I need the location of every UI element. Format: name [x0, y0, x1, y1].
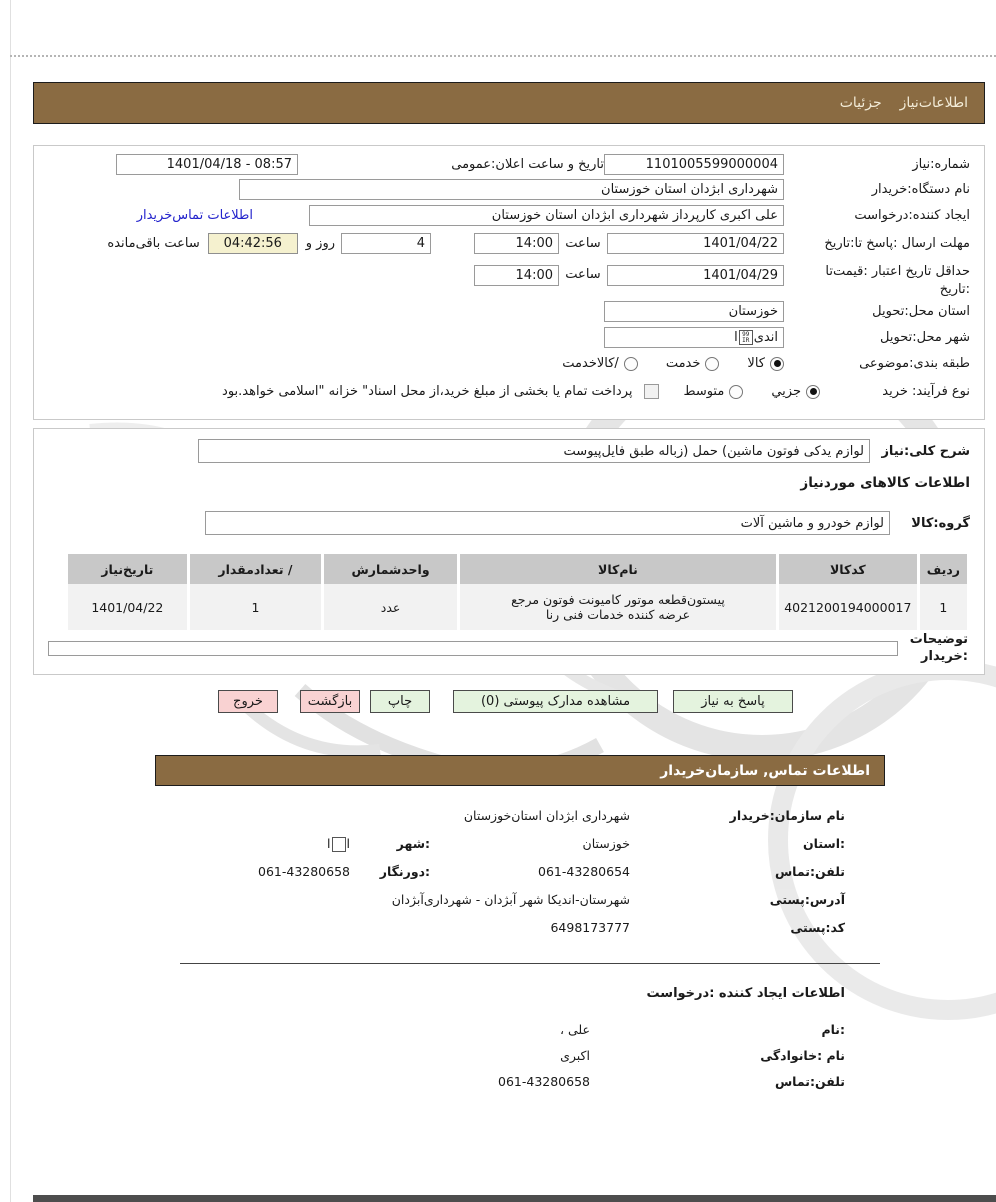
col-goods-code: کدکالا: [779, 554, 917, 584]
address-row: [0, 892, 996, 907]
postal-code-row: [0, 920, 996, 935]
request-creator-value: علی اکبری کارپرداز شهرداری ابژدان استان خوزستان: [491, 208, 778, 223]
delivery-province-input[interactable]: [604, 301, 784, 322]
creator-phone-row: [0, 1074, 996, 1089]
goods-name-line2: عرضه کننده خدمات فنی رنا: [545, 607, 691, 622]
buyer-notes-label-line2: :خریدار: [921, 649, 968, 664]
validity-time-input[interactable]: [474, 265, 559, 286]
need-description-input[interactable]: [198, 439, 870, 463]
creator-section-heading-row: [0, 986, 996, 1001]
need-number-input[interactable]: [604, 154, 784, 175]
tab-bar: [33, 82, 985, 124]
contact-province-label: :استان: [802, 836, 845, 851]
reply-deadline-time-input[interactable]: [474, 233, 559, 254]
radio-goods[interactable]: [770, 357, 784, 371]
reply-deadline-date-value: 1401/04/22: [703, 236, 778, 251]
goods-table: [65, 554, 970, 630]
subject-category-label: طبقه بندی:موضوعی: [859, 356, 970, 371]
missing-glyph-box: [739, 330, 753, 345]
creator-name-row: [0, 1022, 996, 1037]
need-description-row: [34, 439, 984, 463]
contact-city-value: [210, 836, 350, 852]
org-name-row: [0, 808, 996, 823]
countdown-value: 04:42:56: [223, 236, 282, 251]
delivery-city-label: شهر محل:تحویل: [880, 330, 970, 345]
creator-name-value: علی ،: [559, 1022, 590, 1037]
subject-category-row: [34, 356, 984, 371]
radio-service[interactable]: [705, 357, 719, 371]
radio-goods-label: کالا: [747, 356, 765, 371]
deadline-hour-label: ساعت: [565, 236, 601, 251]
hours-remaining-label: ساعت باقی‌مانده: [107, 236, 200, 251]
cell-need-date: [68, 584, 187, 630]
treasury-payment-checkbox[interactable]: [644, 384, 659, 399]
request-creator-row: [34, 205, 984, 226]
buyer-notes-input[interactable]: [48, 641, 898, 656]
print-button[interactable]: چاپ: [370, 690, 430, 713]
org-name-value: شهرداری ابژدان استان‌خوزستان: [463, 808, 630, 823]
creator-section-heading: اطلاعات ایجاد کننده :درخواست: [646, 986, 845, 1001]
address-label: آدرس:پستی: [769, 892, 845, 907]
goods-group-row: [34, 511, 984, 535]
goods-table-header-row: [68, 554, 967, 584]
announce-datetime-label: تاریخ و ساعت اعلان:عمومی: [451, 157, 604, 172]
col-need-date: تاریخ‌نیاز: [68, 554, 187, 584]
validity-date-input[interactable]: [607, 265, 784, 286]
need-number-row: [34, 154, 984, 175]
contact-fax-value: [210, 864, 350, 879]
buyer-contact-link[interactable]: اطلاعات تماس‌خریدار: [136, 208, 253, 223]
delivery-province-label: استان محل:تحویل: [872, 304, 970, 319]
buyer-org-input[interactable]: [239, 179, 784, 200]
delivery-city-value-pre: اندی: [753, 330, 778, 345]
need-number-value: 1101005599000004: [645, 157, 778, 172]
process-type-label: نوع فرآیند: خرید: [882, 384, 970, 399]
missing-glyph-box-2: [332, 837, 346, 852]
view-attachments-button[interactable]: مشاهده مدارک پیوستی (0): [453, 690, 658, 713]
goods-code-value: 4021200194000017: [784, 599, 912, 615]
postal-code-label: کد:پستی: [790, 920, 845, 935]
need-description-label: شرح کلی:نیاز: [881, 443, 970, 459]
goods-info-heading-row: [34, 475, 984, 491]
announce-datetime-input[interactable]: [116, 154, 298, 175]
buyer-notes-label-line1: توضیحات: [909, 632, 968, 647]
need-number-label: شماره:نیاز: [912, 157, 970, 172]
radio-goods-service-label: /کالاخدمت: [562, 356, 619, 371]
radio-minor[interactable]: [806, 385, 820, 399]
section-divider: [180, 963, 880, 964]
cell-unit: عدد: [324, 584, 457, 630]
price-validity-row: [34, 263, 984, 299]
table-row[interactable]: [68, 584, 967, 630]
days-and-label: روز و: [305, 236, 335, 251]
creator-family-row: [0, 1048, 996, 1063]
tab-details[interactable]: جزئیات: [839, 95, 882, 111]
cell-goods-name: [460, 584, 776, 630]
contact-city-label: :شهر: [396, 836, 430, 851]
need-date-value: 1401/04/22: [91, 599, 164, 615]
missing-glyph-bottom: IR: [742, 336, 750, 344]
reply-deadline-row: [34, 233, 984, 254]
process-type-row: [34, 384, 984, 399]
dotted-divider: [10, 55, 996, 57]
reply-deadline-label: مهلت ارسال :پاسخ تا:تاریخ: [824, 236, 970, 251]
delivery-province-row: [34, 301, 984, 322]
radio-goods-service[interactable]: [624, 357, 638, 371]
back-button[interactable]: بازگشت: [300, 690, 360, 713]
reply-deadline-date-input[interactable]: [607, 233, 784, 254]
contact-city-pre: ا: [346, 836, 350, 851]
goods-group-value: لوازم خودرو و ماشین آلات: [740, 515, 884, 531]
tab-need-info[interactable]: اطلاعات‌نیاز: [899, 95, 968, 111]
delivery-city-value-post: ا: [734, 330, 738, 345]
org-name-label: نام سازمان:خریدار: [729, 808, 845, 823]
need-items-panel: [33, 428, 985, 675]
cell-goods-code: [779, 584, 917, 630]
creator-phone-value: [390, 1074, 590, 1089]
price-validity-label-line1: حداقل تاریخ اعتبار :قیمت‌تا: [825, 264, 970, 279]
fax-number: 061-43280658: [258, 864, 350, 879]
radio-medium-label: متوسط: [683, 384, 725, 399]
creator-family-label: نام :خانوادگی: [760, 1048, 845, 1063]
radio-medium[interactable]: [729, 385, 743, 399]
creator-family-value: اکبری: [560, 1048, 590, 1063]
cell-quantity: 1: [190, 584, 321, 630]
treasury-payment-label: پرداخت تمام یا بخشی از مبلغ خرید،از محل اسناد" خزانه "اسلامی خواهد.بود: [222, 384, 633, 399]
need-description-value: لوازم یدکی فوتون ماشین) حمل (زباله طبق فایل‌پیوست: [563, 443, 864, 459]
postal-code-value: [430, 920, 630, 935]
buyer-contact-header-text: اطلاعات تماس, سازمان‌خریدار: [660, 762, 870, 779]
validity-time-value: 14:00: [515, 268, 553, 283]
radio-service-label: خدمت: [665, 356, 701, 371]
request-creator-input[interactable]: [309, 205, 784, 226]
col-quantity: / تعدادمقدار: [190, 554, 321, 584]
countdown-timer: [208, 233, 298, 254]
reply-deadline-time-value: 14:00: [515, 236, 553, 251]
reply-to-need-button[interactable]: پاسخ به نیاز: [673, 690, 793, 713]
cell-row-number: 1: [920, 584, 967, 630]
contact-phone-label: تلفن:تماس: [774, 864, 845, 879]
buyer-org-row: [34, 179, 984, 200]
request-creator-label: ایجاد کننده:درخواست: [854, 208, 970, 223]
price-validity-label-line2: :تاریخ: [939, 282, 970, 297]
exit-button[interactable]: خروج: [218, 690, 278, 713]
buyer-notes-row: [34, 631, 984, 665]
action-buttons-row: [218, 690, 793, 713]
postal-code-number: 6498173777: [550, 920, 630, 935]
creator-phone-number: 061-43280658: [498, 1074, 590, 1089]
price-validity-label: [784, 263, 970, 299]
remaining-days-input[interactable]: [341, 233, 431, 254]
delivery-province-value: خوزستان: [728, 304, 778, 319]
delivery-city-row: [34, 327, 984, 348]
missing-glyph-top: 99: [742, 330, 750, 338]
need-summary-panel: [33, 145, 985, 420]
creator-name-label: :نام: [821, 1022, 845, 1037]
province-city-row: [0, 836, 996, 852]
validity-date-value: 1401/04/29: [703, 268, 778, 283]
remaining-days-value: 4: [416, 236, 425, 251]
goods-info-heading: اطلاعات کالاهای موردنیاز: [800, 475, 970, 491]
radio-minor-label: جزيي: [771, 384, 801, 399]
contact-city-post: ا: [327, 836, 331, 851]
delivery-city-input[interactable]: [604, 327, 784, 348]
buyer-org-value: شهرداری ابژدان استان خوزستان: [601, 182, 778, 197]
buyer-notes-label: [898, 631, 968, 665]
address-value: شهرستان-اندیکا شهر آبژدان - شهرداری‌آبژدان: [391, 892, 630, 907]
validity-hour-label: ساعت: [565, 267, 601, 282]
creator-phone-label: تلفن:تماس: [774, 1074, 845, 1089]
col-unit: واحدشمارش: [324, 554, 457, 584]
col-goods-name: نام‌کالا: [460, 554, 776, 584]
phone-fax-row: [0, 864, 996, 879]
goods-group-label: گروه:کالا: [911, 515, 970, 531]
bottom-bar: [33, 1195, 996, 1202]
goods-group-input[interactable]: [205, 511, 890, 535]
contact-phone-value: [430, 864, 630, 879]
announce-datetime-value: 1401/04/18 - 08:57: [166, 157, 292, 172]
buyer-org-label: نام دستگاه:خریدار: [871, 182, 970, 197]
buyer-contact-header: [155, 755, 885, 786]
contact-province-value: خوزستان: [582, 836, 630, 851]
goods-name-line1: پیستون‌قطعه موتور کامیونت فوتون مرجع: [511, 592, 725, 607]
contact-fax-label: :دورنگار: [379, 864, 430, 879]
col-row-number: ردیف: [920, 554, 967, 584]
phone-number: 061-43280654: [538, 864, 630, 879]
